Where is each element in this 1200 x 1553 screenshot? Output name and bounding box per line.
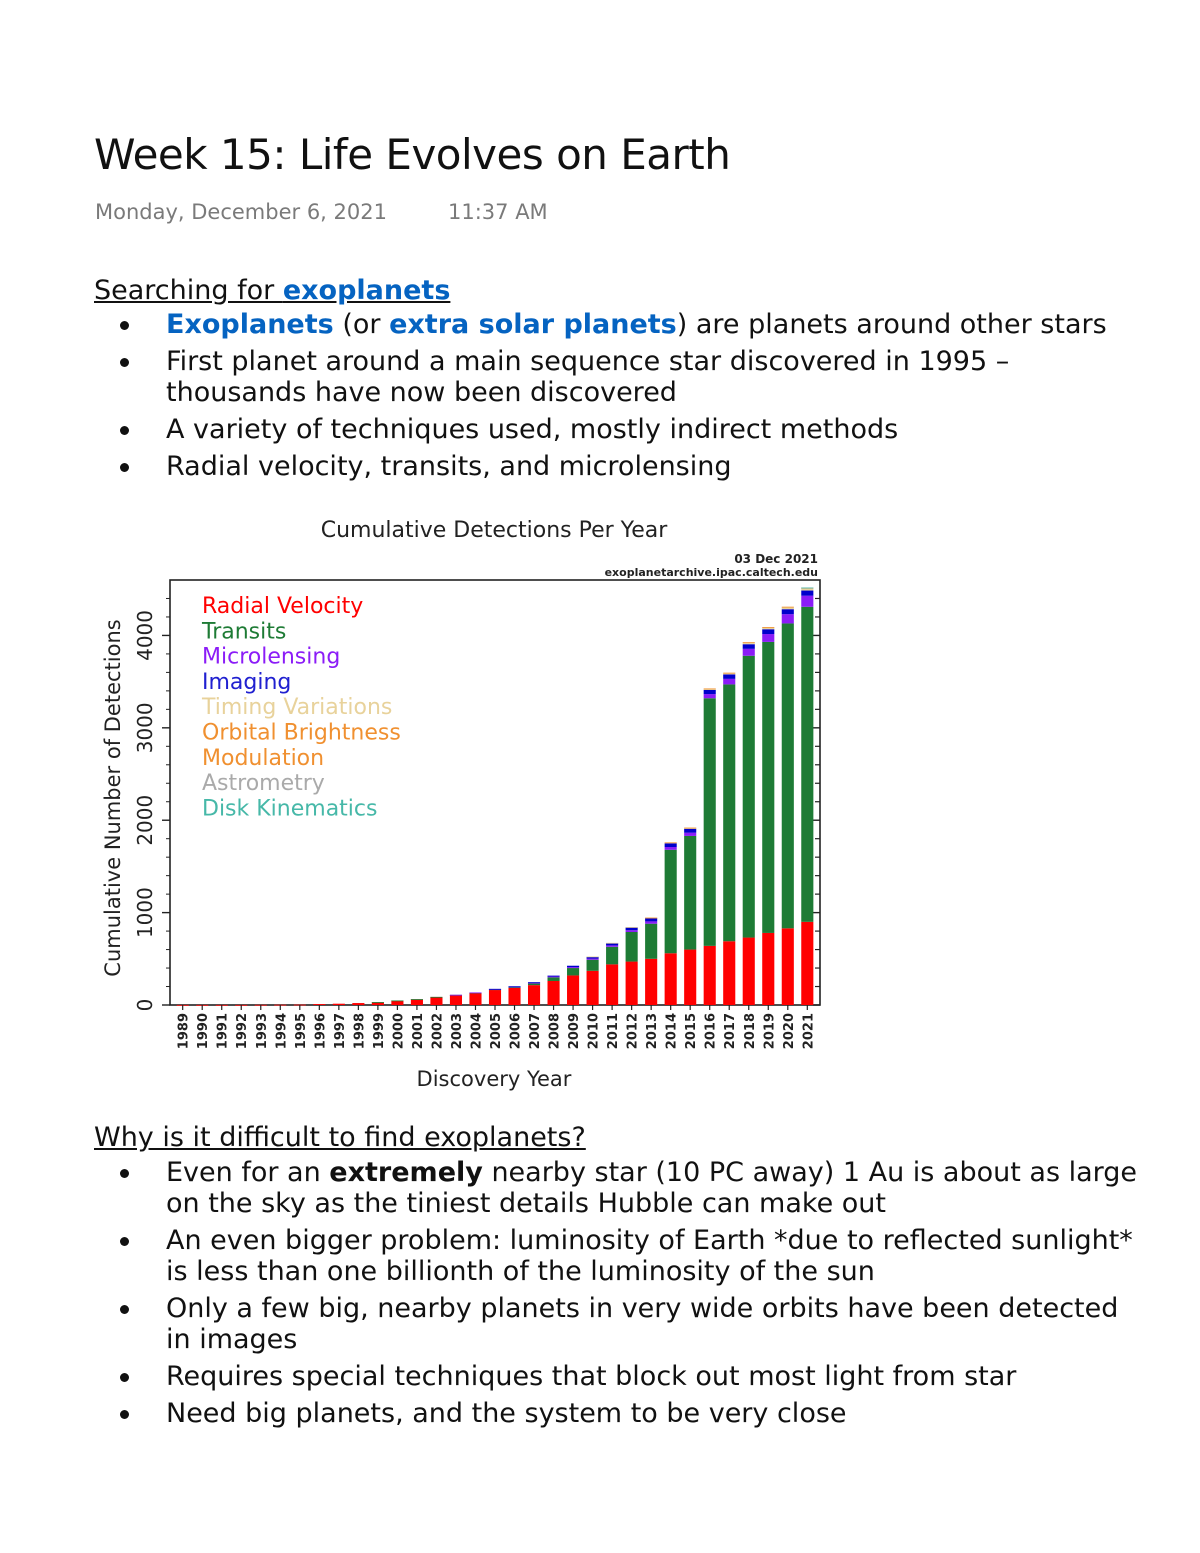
list-item <box>0 1361 1146 1392</box>
bar-segment <box>801 922 813 1005</box>
bullet-text: ) are planets around other stars <box>676 309 1107 340</box>
bar-segment <box>801 591 813 596</box>
bar-segment <box>352 1003 364 1005</box>
bullet-text: Only a few big, nearby planets in very wide orbits have been detected in images <box>166 1293 1119 1355</box>
x-tick-label: 2019 <box>762 1013 778 1050</box>
x-tick-label: 2014 <box>664 1013 680 1050</box>
x-tick-label: 1993 <box>254 1013 270 1050</box>
legend-entry: Orbital Brightness <box>202 720 401 746</box>
bar-segment <box>762 629 774 634</box>
x-tick-label: 2010 <box>586 1013 602 1050</box>
legend-entry: Timing Variations <box>202 695 393 721</box>
x-tick-label: 2008 <box>547 1013 563 1050</box>
y-axis-label: Cumulative Number of Detections <box>101 619 125 977</box>
x-tick-label: 2016 <box>703 1013 719 1050</box>
bar-segment <box>723 679 735 685</box>
bar-segment <box>645 924 657 959</box>
x-tick-label: 1992 <box>235 1013 251 1050</box>
bullet-icon <box>120 1410 129 1419</box>
legend-entry: Disk Kinematics <box>202 796 378 822</box>
bar-segment <box>528 982 540 983</box>
page-date: Monday, December 6, 2021 <box>95 200 387 224</box>
x-tick-label: 2015 <box>684 1013 700 1050</box>
y-tick-label: 1000 <box>133 887 157 939</box>
chart-source: exoplanetarchive.ipac.caltech.edu <box>604 566 818 579</box>
bullet-icon <box>120 321 129 330</box>
bullet-text: Need big planets, and the system to be very close <box>166 1398 847 1429</box>
bar-segment <box>782 614 794 623</box>
x-tick-label: 2011 <box>606 1013 622 1050</box>
cumulative-detections-chart <box>90 505 840 1105</box>
list-item <box>0 414 1146 445</box>
exoplanets-link[interactable]: exoplanets <box>282 275 451 306</box>
heading-prefix: Searching for <box>94 275 283 306</box>
bar-segment <box>489 989 501 990</box>
bar-segment <box>743 642 755 643</box>
bar-segment <box>469 993 481 1005</box>
bullet-text: Radial velocity, transits, and microlensing <box>166 451 732 482</box>
bar-segment <box>665 850 677 953</box>
bar-segment <box>665 843 677 847</box>
x-tick-label: 2007 <box>528 1013 544 1050</box>
x-tick-label: 1996 <box>313 1013 329 1050</box>
bar-segment <box>528 985 540 1005</box>
bar-segment <box>801 596 813 607</box>
bullet-text: (or <box>333 309 390 340</box>
bar-segment <box>684 829 696 833</box>
x-tick-label: 2002 <box>430 1013 446 1050</box>
x-tick-label: 2018 <box>742 1013 758 1050</box>
x-tick-label: 2021 <box>801 1013 817 1050</box>
bullet-text: Even for an <box>166 1157 330 1188</box>
x-tick-label: 2013 <box>645 1013 661 1050</box>
emphasis-extremely: extremely <box>329 1157 483 1188</box>
legend-entry: Modulation <box>202 745 325 771</box>
keyword-extra-solar-planets: extra solar planets <box>389 309 677 340</box>
bar-segment <box>411 999 423 1000</box>
bullet-list-searching <box>0 309 1146 488</box>
bar-segment <box>626 962 638 1005</box>
bar-segment <box>587 960 599 971</box>
bar-segment <box>391 1000 403 1001</box>
bar-segment <box>782 623 794 928</box>
bar-segment <box>704 694 716 698</box>
x-tick-label: 2000 <box>391 1013 407 1050</box>
x-tick-label: 1997 <box>332 1013 348 1050</box>
x-tick-label: 2003 <box>449 1013 465 1050</box>
bar-segment <box>508 988 520 1005</box>
bar-segment <box>801 588 813 589</box>
list-item <box>0 1157 1146 1219</box>
list-item <box>0 346 1146 408</box>
bar-segment <box>430 997 442 1005</box>
bar-segment <box>743 938 755 1005</box>
bar-segment <box>645 921 657 923</box>
bar-segment <box>782 928 794 1005</box>
bar-segment <box>762 933 774 1005</box>
bullet-icon <box>120 1305 129 1314</box>
bar-segment <box>665 847 677 850</box>
bar-segment <box>567 966 579 967</box>
bullet-text: Requires special techniques that block out most light from star <box>166 1361 1017 1392</box>
bar-segment <box>665 842 677 843</box>
bar-segment <box>704 690 716 694</box>
bar-segment <box>626 927 638 928</box>
bar-segment <box>704 946 716 1005</box>
bullet-icon <box>120 426 129 435</box>
bar-segment <box>743 644 755 649</box>
bar-segment <box>587 959 599 960</box>
x-tick-label: 1995 <box>293 1013 309 1050</box>
bar-segment <box>665 953 677 1005</box>
bar-segment <box>723 673 735 674</box>
bar-segment <box>567 968 579 975</box>
bar-segment <box>684 836 696 950</box>
list-item <box>0 309 1146 340</box>
bar-segment <box>508 986 520 987</box>
x-tick-label: 2006 <box>508 1013 524 1050</box>
bar-segment <box>450 995 462 996</box>
list-item <box>0 1293 1146 1355</box>
y-tick-label: 3000 <box>133 702 157 754</box>
x-tick-label: 2012 <box>625 1013 641 1050</box>
bar-segment <box>762 642 774 933</box>
bar-segment <box>548 976 560 977</box>
bar-segment <box>548 977 560 978</box>
bullet-icon <box>120 463 129 472</box>
bar-segment <box>587 956 599 957</box>
bullet-icon <box>120 1373 129 1382</box>
bar-segment <box>333 1004 345 1005</box>
bullet-text: An even bigger problem: luminosity of Earth *due to reflected sunlight* is less than one billionth of the luminosity of the sun <box>166 1225 1133 1287</box>
bar-segment <box>528 983 540 985</box>
chart-title: Cumulative Detections Per Year <box>320 518 668 543</box>
bar-segment <box>411 999 423 1005</box>
bar-segment <box>548 977 560 981</box>
bar-segment <box>645 959 657 1005</box>
bar-segment <box>450 995 462 1005</box>
bar-segment <box>626 930 638 932</box>
bullet-text: A variety of techniques used, mostly indirect methods <box>166 414 899 445</box>
bar-segment <box>704 698 716 946</box>
bar-segment <box>723 674 735 678</box>
bar-segment <box>782 609 794 614</box>
x-tick-label: 1998 <box>352 1013 368 1050</box>
list-item <box>0 1225 1146 1287</box>
bar-segment <box>606 947 618 965</box>
bar-segment <box>782 607 794 609</box>
bar-segment <box>723 684 735 941</box>
bar-segment <box>704 688 716 689</box>
x-axis-label: Discovery Year <box>416 1067 572 1091</box>
bar-segment <box>645 918 657 919</box>
legend-entry: Radial Velocity <box>202 594 364 619</box>
bar-segment <box>762 627 774 628</box>
bar-segment <box>684 828 696 829</box>
y-tick-label: 4000 <box>133 609 157 661</box>
x-tick-label: 2004 <box>469 1013 485 1050</box>
bullet-icon <box>120 1169 129 1178</box>
bar-segment <box>587 971 599 1005</box>
legend-entry: Transits <box>202 619 287 645</box>
bar-segment <box>489 990 501 1005</box>
bar-segment <box>372 1002 384 1003</box>
bar-segment <box>782 607 794 608</box>
x-tick-label: 2005 <box>489 1013 504 1050</box>
bar-segment <box>606 943 618 944</box>
list-item <box>0 1398 1146 1429</box>
x-tick-label: 1991 <box>215 1013 231 1050</box>
chart-date-note: 03 Dec 2021 <box>734 552 818 566</box>
bullet-text: nearby star (10 PC away) 1 Au is about as large on the sky as the tiniest details Hubble can make out <box>166 1157 1138 1219</box>
page-time: 11:37 AM <box>448 200 548 224</box>
bar-segment <box>313 1004 325 1005</box>
list-item <box>0 451 1146 482</box>
bar-segment <box>626 932 638 962</box>
x-tick-label: 2001 <box>410 1013 426 1050</box>
page-title: Week 15: Life Evolves on Earth <box>94 130 731 179</box>
bar-segment <box>469 992 481 993</box>
legend-entry: Microlensing <box>202 644 341 670</box>
bar-segment <box>548 981 560 1005</box>
bar-segment <box>743 656 755 938</box>
bullet-text: First planet around a main sequence star discovered in 1995 – thousands have now been discovered <box>166 346 1010 408</box>
bar-segment <box>801 589 813 591</box>
bar-segment <box>762 634 774 642</box>
y-tick-label: 0 <box>133 998 157 1012</box>
bullet-icon <box>120 358 129 367</box>
bar-segment <box>684 833 696 836</box>
x-tick-label: 2017 <box>723 1013 739 1050</box>
legend-entry: Astrometry <box>202 771 325 797</box>
bar-segment <box>801 607 813 922</box>
x-tick-label: 1989 <box>176 1013 192 1050</box>
bar-segment <box>606 945 618 946</box>
x-tick-label: 1990 <box>196 1013 212 1050</box>
bullet-icon <box>120 1237 129 1246</box>
bar-segment <box>684 950 696 1005</box>
plot-area <box>133 580 820 1049</box>
bar-segment <box>723 941 735 1005</box>
section-heading-searching <box>94 275 450 306</box>
x-tick-label: 2020 <box>781 1013 797 1050</box>
keyword-exoplanets: Exoplanets <box>166 309 334 340</box>
bar-segment <box>743 649 755 656</box>
bar-segment <box>567 975 579 1005</box>
bullet-list-difficulty <box>0 1157 1146 1435</box>
bar-segment <box>567 967 579 968</box>
bar-segment <box>430 997 442 998</box>
x-tick-label: 1999 <box>371 1013 387 1050</box>
x-tick-label: 2009 <box>567 1013 583 1050</box>
x-tick-label: 1994 <box>274 1013 290 1050</box>
y-tick-label: 2000 <box>133 794 157 846</box>
bar-segment <box>762 628 774 630</box>
bar-segment <box>645 918 657 921</box>
section-heading-difficulty: Why is it difficult to find exoplanets? <box>94 1122 586 1153</box>
bar-segment <box>606 964 618 1005</box>
legend-entry: Imaging <box>202 669 292 695</box>
